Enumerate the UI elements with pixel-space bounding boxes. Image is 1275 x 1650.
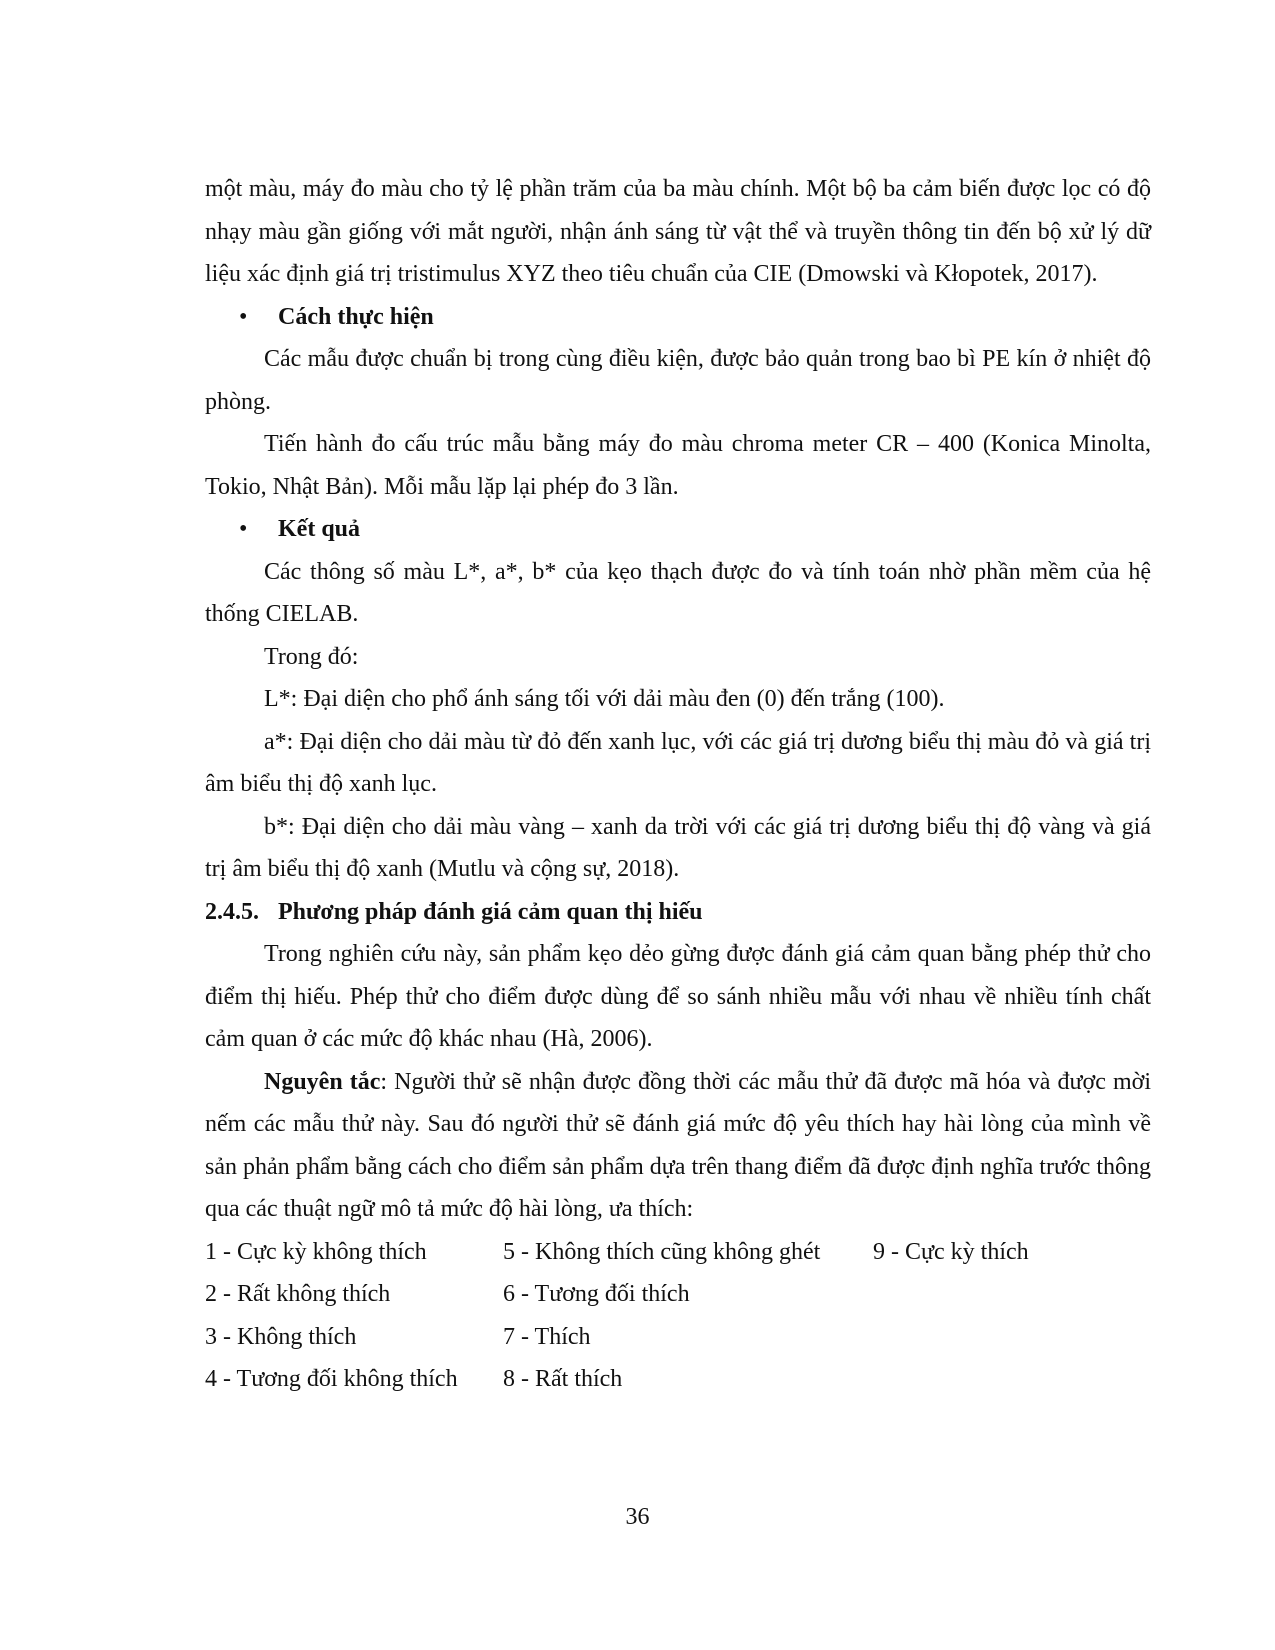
scale-item-6: 6 - Tương đối thích [503,1281,690,1307]
paragraph-l-star: L*: Đại diện cho phổ ánh sáng tối với dải màu đen (0) đến trắng (100). [264,686,945,712]
scale-item-2: 2 - Rất không thích [205,1281,391,1307]
scale-item-1: 1 - Cực kỳ không thích [205,1238,427,1265]
paragraph-a-star: a*: Đại diện cho dải màu từ đỏ đến xanh lục, với các giá trị dương biểu thị màu đỏ và giá trị âm biểu thị độ xanh lục. [205,728,1151,797]
paragraph-colorimeter-principle: một màu, máy đo màu cho tỷ lệ phần trăm của ba màu chính. Một bộ ba cảm biến được lọc có độ nhạy màu gần giống với mắt người, nhận ánh sáng từ vật thể và truyền thông tin đến bộ xử lý dữ liệu xác định giá trị tristimulus XYZ theo tiêu chuẩn của CIE (Dmowski và Kłopotek, 2017). [205,176,1151,287]
paragraph-sensory-intro: Trong nghiên cứu này, sản phẩm kẹo dẻo gừng được đánh giá cảm quan bằng phép thử cho điểm thị hiếu. Phép thử cho điểm được dùng để so sánh nhiều mẫu với nhau về nhiều tính chất cảm quan ở các mức độ khác nhau (Hà, 2006). [205,941,1151,1052]
bullet-procedure-title: Cách thực hiện [278,303,434,330]
bullet-results [205,508,1151,551]
principle-text: : Người thử sẽ nhận được đồng thời các mẫu thử đã được mã hóa và được mời nếm các mẫu thử này. Sau đó người thử sẽ đánh giá mức độ yêu thích hay hài lòng của mình về sản phản phẩm bằng cách cho điểm sản phẩm dựa trên thang điểm đã được định nghĩa trước thông qua các thuật ngữ mô tả mức độ hài lòng, ưa thích: [205,1068,1151,1222]
paragraph-where: Trong đó: [264,643,359,670]
paragraph-principle [205,1061,1151,1231]
page-number: 36 [625,1504,650,1530]
bullet-icon: • [239,303,248,330]
bullet-icon: • [239,516,248,542]
hedonic-scale-row [205,1316,1151,1359]
hedonic-scale-row [205,1231,1151,1274]
bullet-procedure [205,296,1151,339]
section-heading [205,891,1151,934]
paragraph-sample-prep: Các mẫu được chuẩn bị trong cùng điều kiện, được bảo quản trong bao bì PE kín ở nhiệt độ phòng. [205,346,1151,415]
hedonic-scale [205,1231,1151,1401]
section-title: Phương pháp đánh giá cảm quan thị hiếu [278,898,703,925]
principle-label: Nguyên tắc [264,1068,381,1095]
paragraph-color-params: Các thông số màu L*, a*, b* của kẹo thạch được đo và tính toán nhờ phần mềm của hệ thống CIELAB. [205,558,1151,627]
scale-item-8: 8 - Rất thích [503,1366,623,1392]
scale-item-3: 3 - Không thích [205,1323,357,1350]
scale-item-7: 7 - Thích [503,1323,591,1350]
section-number: 2.4.5. [205,898,259,925]
hedonic-scale-row [205,1273,1151,1316]
scale-item-9: 9 - Cực kỳ thích [873,1238,1029,1265]
scale-item-4: 4 - Tương đối không thích [205,1366,458,1392]
paragraph-measurement: Tiến hành đo cấu trúc mẫu bằng máy đo màu chroma meter CR – 400 (Konica Minolta, Tokio, Nhật Bản). Mỗi mẫu lặp lại phép đo 3 lần. [205,431,1151,500]
hedonic-scale-row [205,1358,1151,1401]
scale-item-5: 5 - Không thích cũng không ghét [503,1238,821,1265]
bullet-results-title: Kết quả [278,516,361,542]
page-body [205,168,1151,1401]
paragraph-b-star: b*: Đại diện cho dải màu vàng – xanh da trời với các giá trị dương biểu thị độ vàng và giá trị âm biểu thị độ xanh (Mutlu và cộng sự, 2018). [205,813,1151,882]
